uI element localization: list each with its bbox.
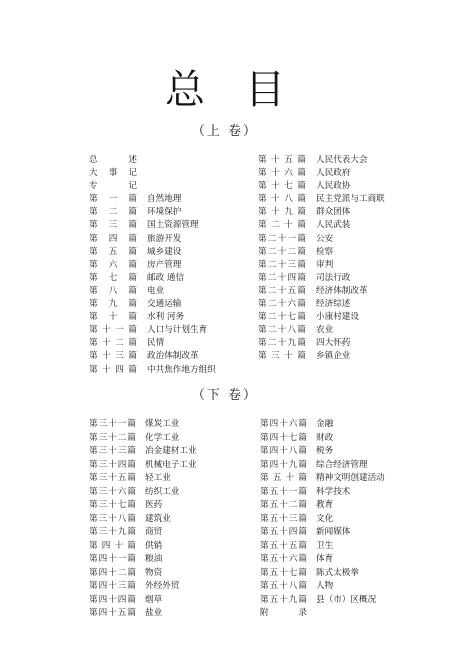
toc-entry [89, 432, 197, 446]
toc-entry [89, 486, 197, 500]
toc-entry [89, 364, 216, 377]
toc-entry [260, 540, 385, 554]
toc-entry [258, 298, 385, 311]
toc-entry-name: 精神文明创建活动 [316, 473, 385, 483]
toc-entry-label: 第二十七篇 [258, 312, 306, 323]
toc-entry-name: 科学技术 [316, 486, 351, 497]
toc-entry [258, 246, 385, 259]
toc-entry [260, 445, 385, 459]
toc-entry-name: 轻工业 [145, 473, 171, 483]
toc-entry [258, 219, 385, 232]
toc-entry [258, 193, 385, 206]
toc-entry [89, 526, 197, 540]
toc-entry [89, 567, 197, 581]
toc-entry-label: 第四十八篇 [260, 446, 307, 456]
toc-entry-label: 第五十一篇 [260, 486, 307, 497]
toc-entry-name: 卫生 [316, 540, 334, 551]
toc-entry [89, 272, 216, 285]
toc-entry-name: 税务 [316, 446, 334, 456]
toc-entry-label: 第十四篇 [89, 364, 137, 375]
toc-entry-label: 第五十九篇 [260, 594, 307, 605]
toc-entry [89, 594, 197, 608]
toc-entry-label: 第二十九篇 [258, 338, 306, 349]
toc-entry [89, 553, 197, 567]
toc-entry [260, 526, 385, 540]
toc-entry [258, 154, 385, 167]
toc-entry-label: 第二十六篇 [258, 299, 306, 310]
toc-entry [258, 206, 385, 219]
toc-entry [89, 233, 216, 246]
toc-entry-name: 供销 [145, 540, 163, 551]
upper-volume-left-list [89, 154, 216, 377]
toc-entry [89, 154, 216, 167]
toc-entry-label: 第四十三篇 [89, 581, 136, 591]
toc-entry [260, 607, 385, 621]
toc-entry-label: 第三十四篇 [89, 459, 136, 470]
toc-entry-label: 第七篇 [89, 272, 137, 283]
toc-entry-label: 第二十三篇 [258, 259, 306, 270]
upper-volume-right-list [258, 154, 385, 364]
toc-entry-name: 审判 [316, 259, 334, 270]
toc-entry-name: 人民武装 [316, 220, 351, 231]
toc-entry-name: 民主党派与工商联 [316, 194, 385, 205]
toc-entry-label: 第一篇 [89, 194, 137, 205]
toc-entry-label: 第十六篇 [258, 168, 306, 179]
toc-entry [89, 337, 216, 350]
toc-entry [89, 445, 197, 459]
toc-entry-label: 第三篇 [89, 220, 137, 231]
toc-entry-label: 第三十七篇 [89, 500, 136, 510]
toc-entry-label: 第五十五篇 [260, 540, 307, 551]
toc-entry-label: 第十五篇 [258, 155, 306, 165]
toc-entry-name: 电业 [147, 285, 165, 296]
toc-entry-label: 第二篇 [89, 207, 137, 218]
toc-entry-label: 第五十六篇 [260, 554, 307, 564]
toc-entry-name: 物资 [145, 567, 163, 578]
toc-entry-name: 综合经济管理 [316, 459, 368, 470]
toc-entry-label: 第三十八篇 [89, 513, 136, 524]
toc-entry-label: 第三十一篇 [89, 419, 136, 429]
toc-entry-name: 经济体制改革 [316, 285, 368, 296]
toc-entry-name: 公安 [316, 233, 334, 244]
toc-entry-name: 邮政 通信 [147, 272, 185, 283]
toc-entry-label: 第十一篇 [89, 325, 137, 336]
toc-entry-label: 附录 [260, 608, 307, 618]
toc-entry-name: 旅游开发 [147, 233, 182, 244]
toc-entry-label: 第五十八篇 [260, 581, 307, 591]
toc-entry-name: 乡镇企业 [316, 351, 351, 362]
toc-entry-label: 第十七篇 [258, 181, 306, 192]
toc-entry [89, 193, 216, 206]
toc-entry-name: 医药 [145, 500, 163, 510]
toc-entry-label: 第五十二篇 [260, 500, 307, 510]
toc-entry-label: 第二十篇 [258, 220, 306, 231]
toc-entry [89, 298, 216, 311]
toc-entry [260, 459, 385, 473]
toc-entry-label: 第四十篇 [89, 540, 136, 551]
toc-entry-name: 财政 [316, 432, 334, 443]
toc-entry-label: 大事记 [89, 168, 137, 179]
toc-entry-label: 第五篇 [89, 246, 137, 257]
toc-entry [260, 594, 385, 608]
toc-entry [89, 350, 216, 363]
toc-entry-name: 房产管理 [147, 259, 182, 270]
toc-entry [89, 259, 216, 272]
toc-entry-name: 小康村建设 [316, 312, 359, 323]
toc-entry-label: 第四十五篇 [89, 608, 136, 618]
toc-entry-name: 经济综述 [316, 299, 351, 310]
toc-entry-label: 第十八篇 [258, 194, 306, 205]
toc-entry [258, 350, 385, 363]
toc-entry-name: 教育 [316, 500, 334, 510]
toc-entry-name: 建筑业 [145, 513, 171, 524]
toc-entry [89, 285, 216, 298]
toc-entry-name: 粮油 [145, 554, 163, 564]
toc-entry-name: 烟草 [145, 594, 163, 605]
toc-entry-label: 第三十三篇 [89, 446, 136, 456]
toc-entry-label: 第二十五篇 [258, 285, 306, 296]
toc-entry-name: 县（市）区概况 [316, 594, 377, 605]
toc-entry-label: 第四十九篇 [260, 459, 307, 470]
toc-entry-label: 第四十二篇 [89, 567, 136, 578]
toc-entry-label: 第五十七篇 [260, 567, 307, 578]
toc-entry-label: 第五十三篇 [260, 513, 307, 524]
toc-entry [260, 432, 385, 446]
toc-entry-label: 第四十六篇 [260, 419, 307, 429]
toc-entry-label: 第四十一篇 [89, 554, 136, 564]
toc-entry [258, 324, 385, 337]
page-title: 总目 [165, 67, 325, 113]
toc-entry-name: 文化 [316, 513, 334, 524]
toc-entry [89, 167, 216, 180]
toc-entry-label: 第五十篇 [260, 473, 307, 483]
toc-entry [258, 180, 385, 193]
toc-entry-name: 自然地理 [147, 194, 182, 205]
toc-entry [260, 418, 385, 432]
toc-entry [260, 472, 385, 486]
toc-entry-name: 金融 [316, 419, 334, 429]
toc-entry-label: 第三十篇 [258, 351, 306, 362]
toc-entry-name: 陈式太极拳 [316, 567, 359, 578]
toc-entry-name: 城乡建设 [147, 246, 182, 257]
toc-entry-name: 国土资源管理 [147, 220, 199, 231]
toc-entry-name: 中共焦作地方组织 [147, 364, 216, 375]
toc-entry-label: 第八篇 [89, 285, 137, 296]
toc-entry-name: 环境保护 [147, 207, 182, 218]
toc-entry-label: 第四十七篇 [260, 432, 307, 443]
toc-entry-name: 群众团体 [316, 207, 351, 218]
toc-entry [89, 311, 216, 324]
toc-entry [260, 486, 385, 500]
toc-entry-label: 第九篇 [89, 299, 137, 310]
toc-entry-label: 第二十四篇 [258, 272, 306, 283]
toc-entry [89, 540, 197, 554]
toc-entry-name: 冶金建材工业 [145, 446, 197, 456]
lower-volume-left-list [89, 418, 197, 621]
toc-entry-name: 机械电子工业 [145, 459, 197, 470]
toc-entry-label: 第二十八篇 [258, 325, 306, 336]
toc-entry [89, 246, 216, 259]
toc-entry-name: 四大怀药 [316, 338, 351, 349]
lower-volume-heading: （下 卷） [191, 388, 259, 403]
toc-entry [260, 499, 385, 513]
toc-entry-label: 第十三篇 [89, 351, 137, 362]
toc-entry-name: 外经外贸 [145, 581, 180, 591]
toc-entry-label: 第十二篇 [89, 338, 137, 349]
toc-entry-label: 第四篇 [89, 233, 137, 244]
upper-volume-heading: （上 卷） [191, 124, 259, 139]
toc-entry-name: 体育 [316, 554, 334, 564]
toc-entry-label: 总述 [89, 155, 137, 165]
toc-entry-label: 第三十五篇 [89, 473, 136, 483]
toc-entry-label: 第六篇 [89, 259, 137, 270]
toc-entry [89, 324, 216, 337]
toc-entry [260, 567, 385, 581]
toc-entry-name: 人民代表大会 [316, 155, 368, 165]
toc-entry-name: 检察 [316, 246, 334, 257]
toc-entry-name: 化学工业 [145, 432, 180, 443]
toc-entry [89, 206, 216, 219]
toc-entry-label: 第十篇 [89, 312, 137, 323]
toc-entry-name: 新闻媒体 [316, 527, 351, 537]
toc-entry-label: 第二十二篇 [258, 246, 306, 257]
toc-entry-name: 交通运输 [147, 299, 182, 310]
toc-entry [89, 513, 197, 527]
toc-entry-name: 司法行政 [316, 272, 351, 283]
toc-entry [260, 553, 385, 567]
toc-entry [258, 311, 385, 324]
toc-entry [89, 472, 197, 486]
toc-entry [89, 180, 216, 193]
toc-entry-name: 政治体制改革 [147, 351, 199, 362]
toc-entry [89, 499, 197, 513]
toc-entry-label: 第十九篇 [258, 207, 306, 218]
toc-entry [258, 259, 385, 272]
toc-entry [89, 607, 197, 621]
lower-volume-right-list [260, 418, 385, 621]
toc-entry-label: 第五十四篇 [260, 527, 307, 537]
toc-entry-label: 专记 [89, 181, 137, 192]
toc-entry-label: 第三十二篇 [89, 432, 136, 443]
toc-entry [258, 167, 385, 180]
toc-entry [258, 272, 385, 285]
toc-entry-name: 纺织工业 [145, 486, 180, 497]
toc-entry-label: 第三十六篇 [89, 486, 136, 497]
toc-entry [89, 580, 197, 594]
toc-entry [260, 580, 385, 594]
toc-entry [258, 285, 385, 298]
toc-entry-name: 水利 河务 [147, 312, 185, 323]
toc-entry [89, 459, 197, 473]
toc-entry [89, 418, 197, 432]
toc-entry-name: 盐业 [145, 608, 163, 618]
toc-entry-name: 民情 [147, 338, 165, 349]
toc-entry-name: 煤炭工业 [145, 419, 180, 429]
toc-entry-name: 人口与计划生育 [147, 325, 208, 336]
toc-entry [89, 219, 216, 232]
toc-entry-name: 人物 [316, 581, 334, 591]
toc-entry-name: 人民政府 [316, 168, 351, 179]
toc-entry [258, 233, 385, 246]
toc-entry-label: 第二十一篇 [258, 233, 306, 244]
toc-entry-label: 第三十九篇 [89, 527, 136, 537]
toc-entry-name: 商贸 [145, 527, 163, 537]
toc-entry [258, 337, 385, 350]
toc-entry-name: 人民政协 [316, 181, 351, 192]
toc-entry [260, 513, 385, 527]
toc-entry-label: 第四十四篇 [89, 594, 136, 605]
toc-entry-name: 农业 [316, 325, 334, 336]
